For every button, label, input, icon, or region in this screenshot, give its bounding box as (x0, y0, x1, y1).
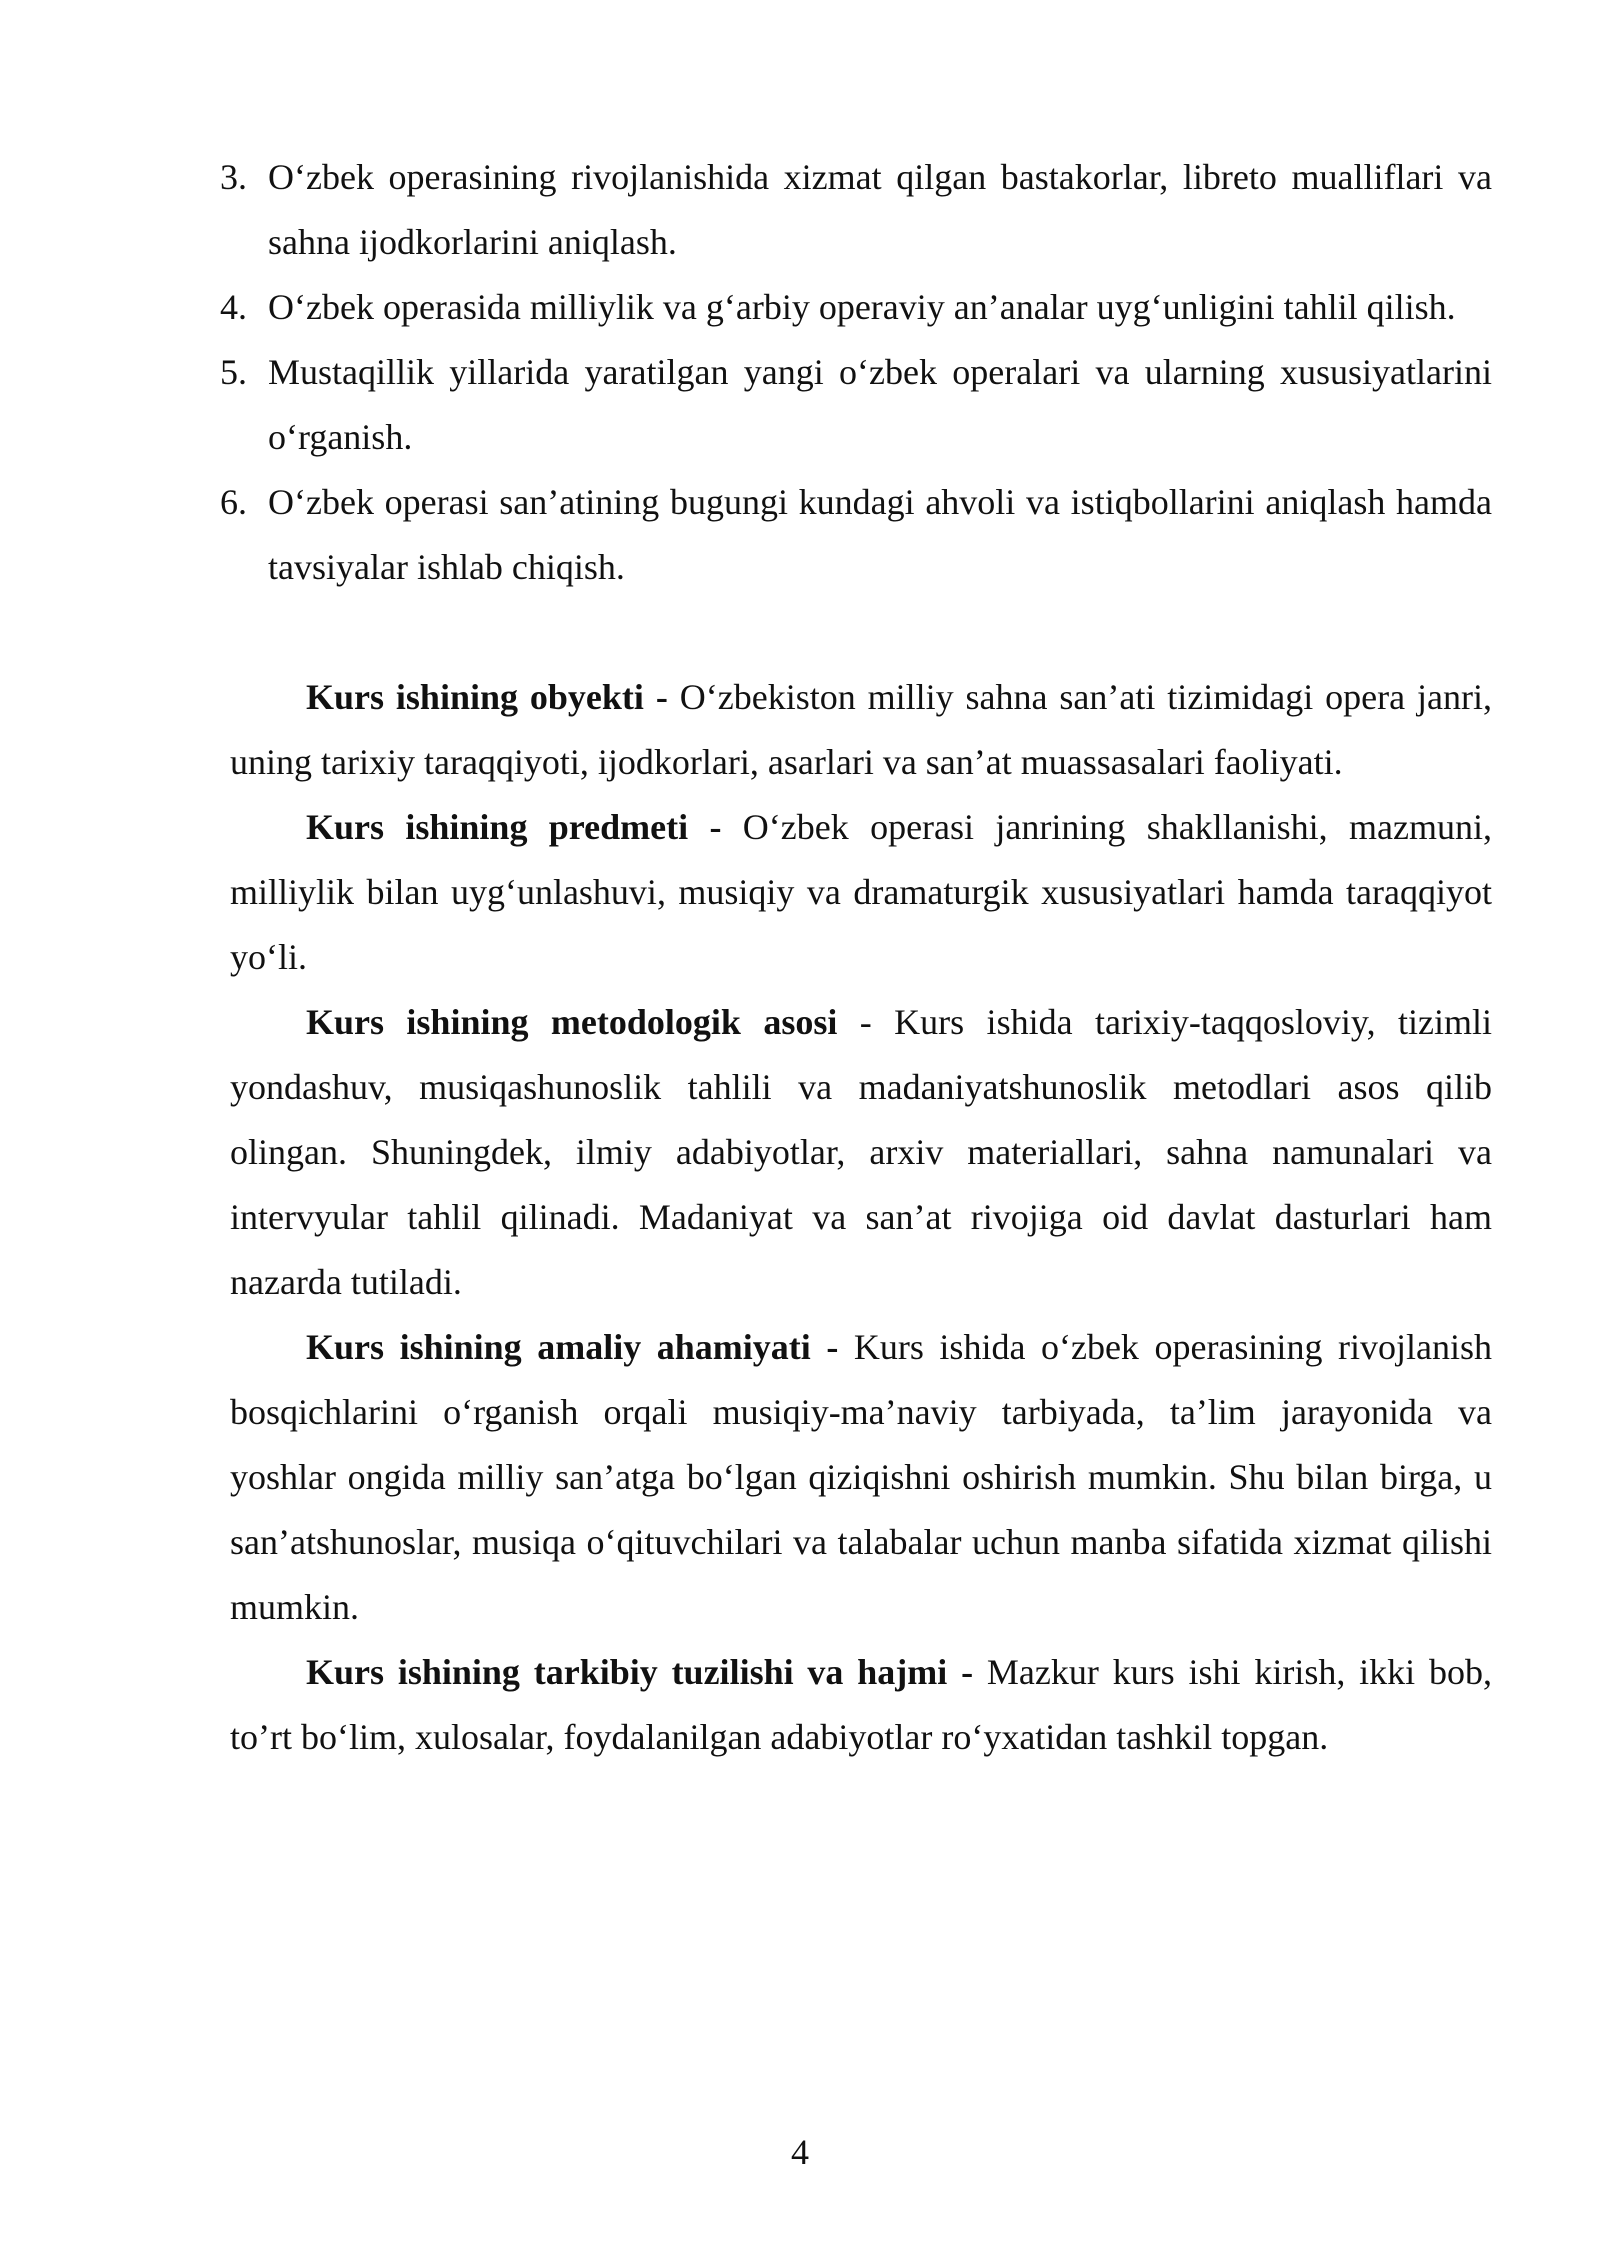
list-item-text: Mustaqillik yillarida yaratilgan yangi o‘zbek operalari va ularning xususiyatlarini o‘rganish. (268, 352, 1492, 457)
paragraph-term: Kurs ishining metodologik asosi (306, 1002, 838, 1042)
paragraph-separator: - (643, 677, 680, 717)
list-item-text: O‘zbek operasining rivojlanishida xizmat qilgan bastakorlar, libreto mualliflari va sahna ijodkorlarini aniqlash. (268, 157, 1492, 262)
paragraph-separator: - (947, 1652, 987, 1692)
paragraph-methodology (230, 990, 1492, 1315)
paragraph-term: Kurs ishining obyekti (306, 677, 644, 717)
paragraph-text: O‘zbek operasi janrining shakllanishi, mazmuni, milliylik bilan uyg‘unlashuvi, musiqiy va dramaturgik xususiyatlari hamda taraqqiyot yo‘li. (230, 807, 1492, 977)
list-item-number: 6. (220, 482, 247, 522)
paragraph-practical-significance (230, 1315, 1492, 1640)
paragraph-term: Kurs ishining predmeti (306, 807, 689, 847)
list-item (220, 340, 1492, 470)
list-item (220, 470, 1492, 600)
paragraph-structure (230, 1640, 1492, 1770)
list-item-number: 5. (220, 352, 247, 392)
list-item-text: O‘zbek operasi san’atining bugungi kundagi ahvoli va istiqbollarini aniqlash hamda tavsiyalar ishlab chiqish. (268, 482, 1492, 587)
list-item (220, 275, 1492, 340)
paragraph-term: Kurs ishining tarkibiy tuzilishi va hajmi (306, 1652, 948, 1692)
paragraph-subject (230, 795, 1492, 990)
list-item-number: 4. (220, 287, 247, 327)
paragraph-text: Mazkur kurs ishi kirish, ikki bob, to’rt bo‘lim, xulosalar, foydalanilgan adabiyotlar ro‘yxatidan tashkil topgan. (230, 1652, 1492, 1757)
section-gap (230, 600, 1492, 665)
paragraph-object (230, 665, 1492, 795)
page-number: 4 (791, 2132, 809, 2172)
task-list (220, 145, 1492, 600)
paragraph-text: Kurs ishida o‘zbek operasining rivojlanish bosqichlarini o‘rganish orqali musiqiy-ma’naviy tarbiyada, ta’lim jarayonida va yoshlar ongida milliy san’atga bo‘lgan qiziqishni oshirish mumkin. Shu bilan birga, u san’atshunoslar, musiqa o‘qituvchilari va talabalar uchun manba sifatida xizmat qilishi mumkin. (230, 1327, 1492, 1627)
list-item-number: 3. (220, 157, 247, 197)
paragraph-text: O‘zbekiston milliy sahna san’ati tizimidagi opera janri, uning tarixiy taraqqiyoti, ijodkorlari, asarlari va san’at muassasalari faoliyati. (230, 677, 1492, 782)
page-content (220, 145, 1492, 1770)
list-item (220, 145, 1492, 275)
paragraph-separator: - (810, 1327, 854, 1367)
paragraph-separator: - (837, 1002, 895, 1042)
paragraph-term: Kurs ishining amaliy ahamiyati (306, 1327, 811, 1367)
paragraph-text: Kurs ishida tarixiy-taqqosloviy, tizimli yondashuv, musiqashunoslik tahlili va madaniyatshunoslik metodlari asos qilib olingan. Shuningdek, ilmiy adabiyotlar, arxiv materiallari, sahna namunalari va intervyular tahlil qilinadi. Madaniyat va san’at rivojiga oid davlat dasturlari ham nazarda tutiladi. (230, 1002, 1492, 1302)
paragraph-separator: - (688, 807, 743, 847)
list-item-text: O‘zbek operasida milliylik va g‘arbiy operaviy an’analar uyg‘unligini tahlil qilish. (268, 287, 1456, 327)
